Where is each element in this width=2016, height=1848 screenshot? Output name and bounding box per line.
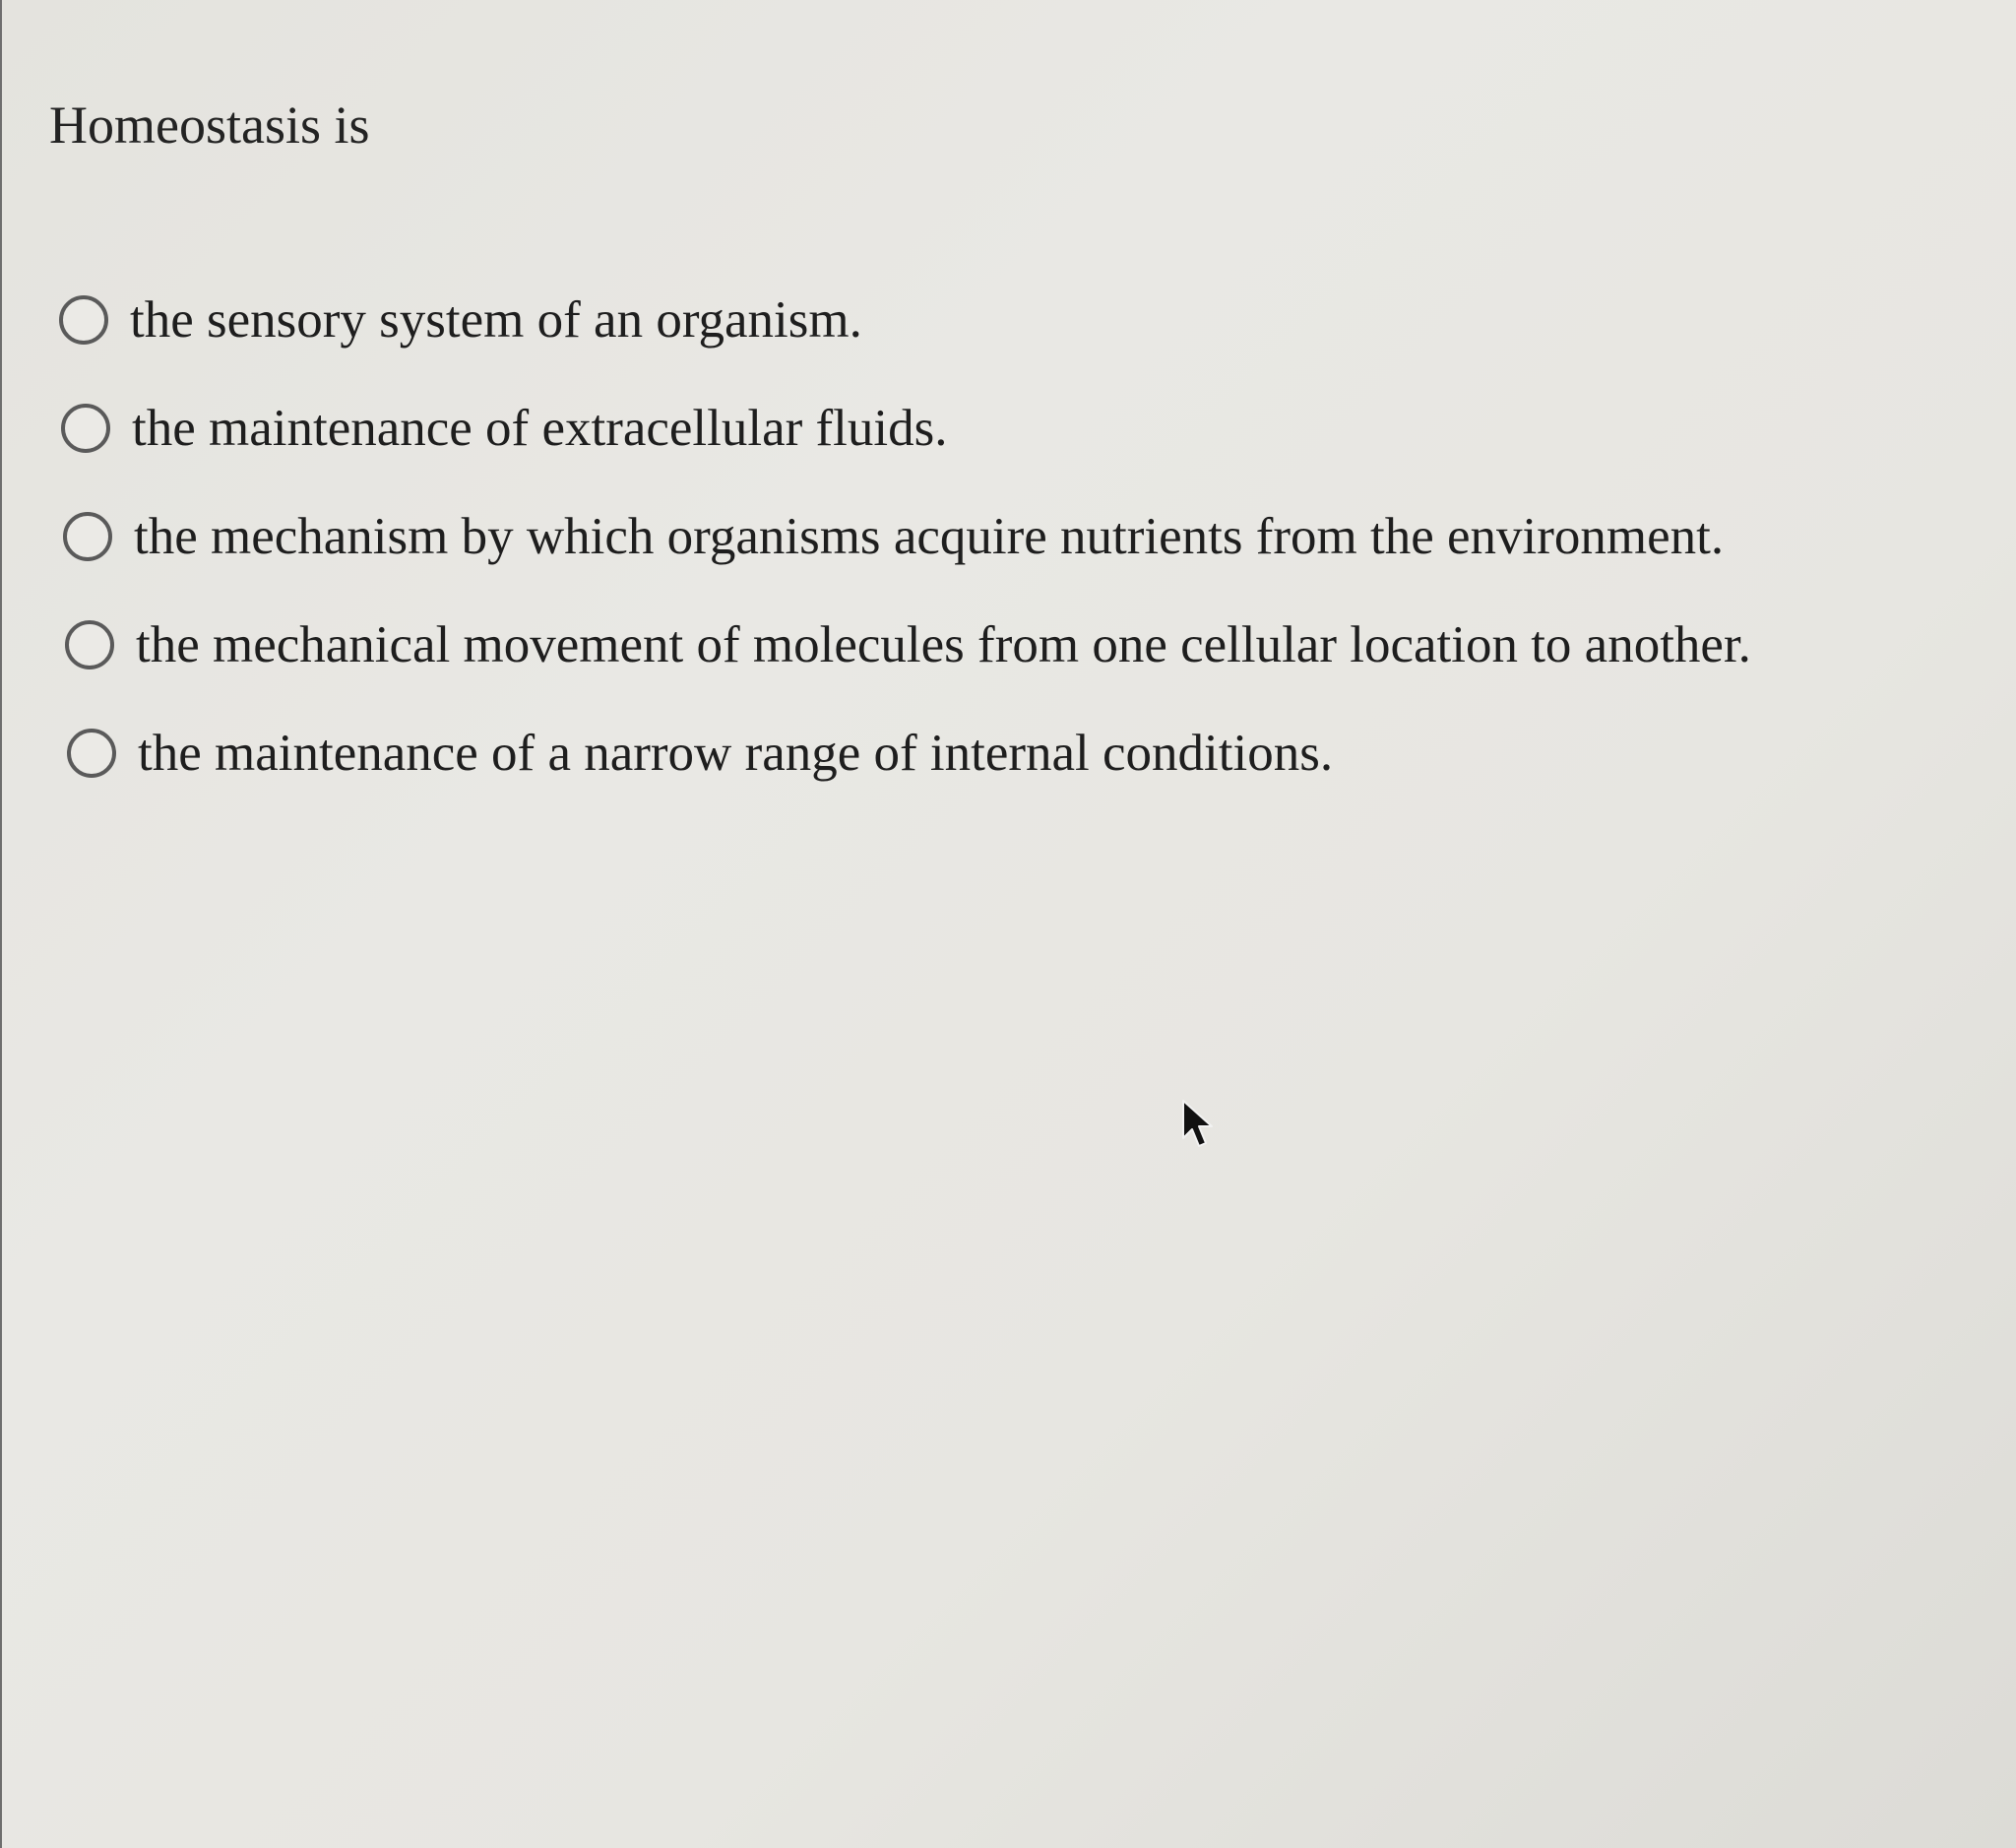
answer-option-2[interactable]: [61, 374, 1969, 482]
answer-option-3[interactable]: [63, 482, 1969, 591]
radio-unchecked-icon[interactable]: [63, 512, 112, 561]
answer-option-5[interactable]: [67, 699, 1969, 807]
question-prompt: Homeostasis is: [49, 96, 370, 155]
question-block: [49, 91, 1969, 807]
answer-option-label: the mechanical movement of molecules from one cellular location to another.: [136, 616, 1751, 673]
answer-option-label: the maintenance of a narrow range of internal conditions.: [138, 725, 1334, 782]
screen-left-edge: [0, 0, 2, 1848]
mouse-pointer-icon: [1181, 1099, 1215, 1148]
radio-unchecked-icon[interactable]: [59, 295, 108, 345]
answer-option-label: the sensory system of an organism.: [130, 291, 862, 349]
answer-option-1[interactable]: [59, 266, 1969, 374]
answer-option-4[interactable]: [65, 591, 1969, 699]
radio-unchecked-icon[interactable]: [61, 404, 110, 453]
answer-options: [49, 266, 1969, 807]
answer-option-label: the maintenance of extracellular fluids.: [132, 400, 948, 457]
radio-unchecked-icon[interactable]: [65, 620, 114, 669]
radio-unchecked-icon[interactable]: [67, 729, 116, 778]
answer-option-label: the mechanism by which organisms acquire nutrients from the environment.: [134, 508, 1725, 565]
